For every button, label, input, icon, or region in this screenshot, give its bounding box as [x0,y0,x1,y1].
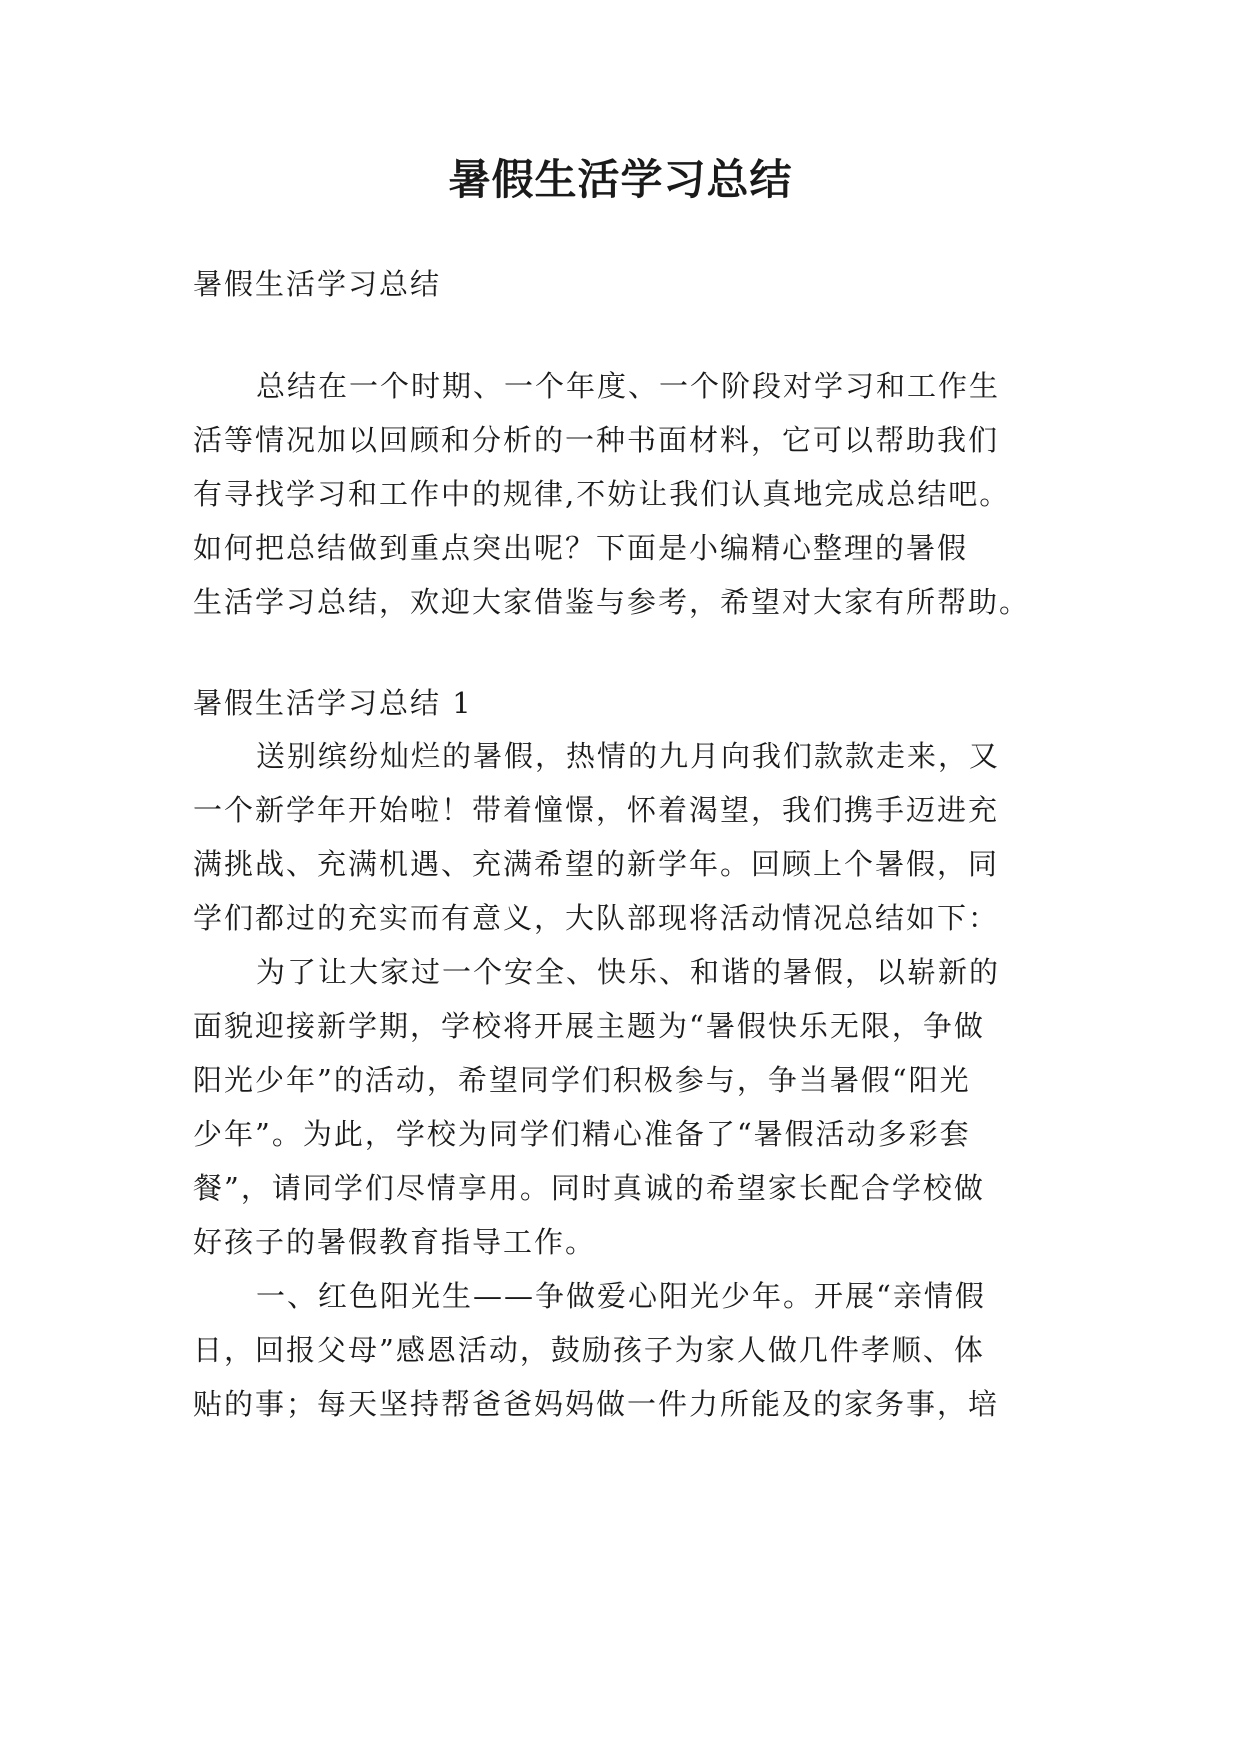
intro-line: 总结在一个时期、一个年度、一个阶段对学习和工作生 [256,369,1001,403]
paragraph-line: 日，回报父母”感恩活动，鼓励孩子为家人做几件孝顺、体 [193,1333,985,1367]
paragraph-line: 餐”，请同学们尽情享用。同时真诚的希望家长配合学校做 [193,1171,985,1205]
intro-line: 生活学习总结，欢迎大家借鉴与参考，希望对大家有所帮助。 [193,585,1031,619]
paragraph-line: 面貌迎接新学期，学校将开展主题为“暑假快乐无限，争做 [193,1009,985,1043]
paragraph-line: 一、红色阳光生——争做爱心阳光少年。开展“亲情假 [256,1279,986,1313]
document-title: 暑假生活学习总结 [448,155,793,204]
paragraph-line: 一个新学年开始啦！带着憧憬，怀着渴望，我们携手迈进充 [193,793,1000,827]
intro-line: 有寻找学习和工作中的规律,不妨让我们认真地完成总结吧。 [193,477,1011,511]
paragraph-line: 少年”。为此，学校为同学们精心准备了“暑假活动多彩套 [193,1117,971,1151]
paragraph-line: 好孩子的暑假教育指导工作。 [193,1225,597,1259]
paragraph-line: 送别缤纷灿烂的暑假，热情的九月向我们款款走来，又 [256,739,1001,773]
paragraph-line: 为了让大家过一个安全、快乐、和谐的暑假，以崭新的 [256,955,1001,989]
section-heading: 暑假生活学习总结 1 [193,686,473,720]
intro-line: 如何把总结做到重点突出呢？下面是小编精心整理的暑假 [193,531,969,565]
paragraph-line: 满挑战、充满机遇、充满希望的新学年。回顾上个暑假，同 [193,847,1000,881]
paragraph-line: 贴的事；每天坚持帮爸爸妈妈做一件力所能及的家务事，培 [193,1387,1000,1421]
paragraph-line: 阳光少年”的活动，希望同学们积极参与，争当暑假“阳光 [193,1063,971,1097]
intro-line: 活等情况加以回顾和分析的一种书面材料，它可以帮助我们 [193,423,1000,457]
paragraph-line: 学们都过的充实而有意义，大队部现将活动情况总结如下： [193,901,1000,935]
document-subtitle: 暑假生活学习总结 [193,267,442,301]
